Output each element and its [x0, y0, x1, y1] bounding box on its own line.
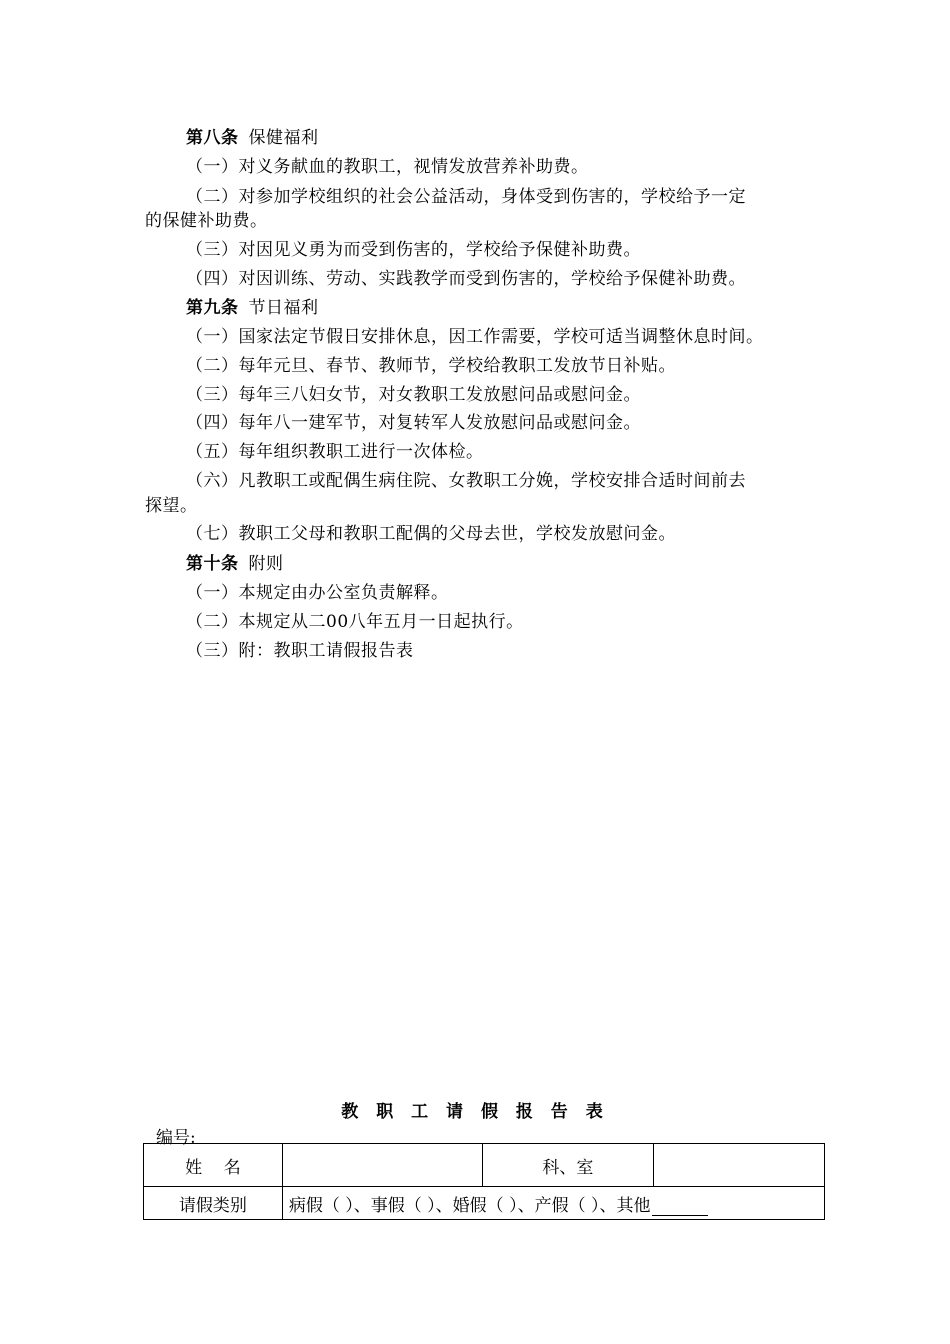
article-10-heading [186, 553, 284, 575]
article-8-heading [186, 127, 319, 149]
leave-type-options-cell[interactable] [282, 1187, 824, 1220]
article-9-title: 节日福利 [248, 298, 319, 318]
article-10-item-1: （一）本规定由办公室负责解释。 [186, 583, 449, 603]
article-9-item-4: （四）每年八一建军节，对复转军人发放慰问品或慰问金。 [186, 413, 641, 433]
table-row-leave-type [144, 1187, 825, 1220]
article-10-title: 附则 [248, 554, 284, 574]
article-9-item-3: （三）每年三八妇女节，对女教职工发放慰问品或慰问金。 [186, 385, 641, 405]
name-value-cell[interactable] [282, 1144, 482, 1187]
dept-value-cell[interactable] [654, 1144, 825, 1187]
article-8-item-4: （四）对因训练、劳动、实践教学而受到伤害的，学校给予保健补助费。 [186, 269, 746, 289]
name-label-cell: 姓 名 [144, 1144, 283, 1187]
article-9-item-2: （二）每年元旦、春节、教师节，学校给教职工发放节日补贴。 [186, 356, 676, 376]
article-9-number: 第九条 [186, 298, 239, 318]
article-8-title: 保健福利 [248, 128, 319, 148]
article-8-item-3: （三）对因见义勇为而受到伤害的，学校给予保健补助费。 [186, 240, 641, 260]
other-blank-line[interactable] [652, 1199, 708, 1216]
article-10-number: 第十条 [186, 554, 239, 574]
article-8-number: 第八条 [186, 128, 239, 148]
article-9-item-1: （一）国家法定节假日安排休息，因工作需要，学校可适当调整休息时间。 [186, 327, 764, 347]
form-title: 教 职 工 请 假 报 告 表 [341, 1102, 609, 1122]
article-9-item-6: （六）凡教职工或配偶生病住院、女教职工分娩，学校安排合适时间前去 [186, 471, 746, 491]
leave-request-table [143, 1143, 825, 1220]
table-row-name [144, 1144, 825, 1187]
article-9-item-6-cont: 探望。 [145, 496, 198, 516]
article-8-item-2: （二）对参加学校组织的社会公益活动，身体受到伤害的，学校给予一定 [186, 187, 746, 207]
article-10-item-3: （三）附：教职工请假报告表 [186, 641, 414, 661]
article-9-heading [186, 297, 319, 319]
leave-type-options: 病假（ ）、事假（ ）、婚假（ ）、产假（ ）、其他 [288, 1195, 651, 1216]
article-8-item-1: （一）对义务献血的教职工，视情发放营养补助费。 [186, 157, 589, 177]
form-number-label: 编号: [156, 1128, 196, 1148]
article-9-item-7: （七）教职工父母和教职工配偶的父母去世，学校发放慰问金。 [186, 524, 676, 544]
article-8-item-2-cont: 的保健补助费。 [145, 211, 268, 231]
article-9-item-5: （五）每年组织教职工进行一次体检。 [186, 442, 484, 462]
leave-type-label-cell: 请假类别 [144, 1187, 283, 1220]
article-10-item-2: （二）本规定从二00八年五月一日起执行。 [186, 612, 524, 632]
dept-label-cell: 科、室 [482, 1144, 654, 1187]
